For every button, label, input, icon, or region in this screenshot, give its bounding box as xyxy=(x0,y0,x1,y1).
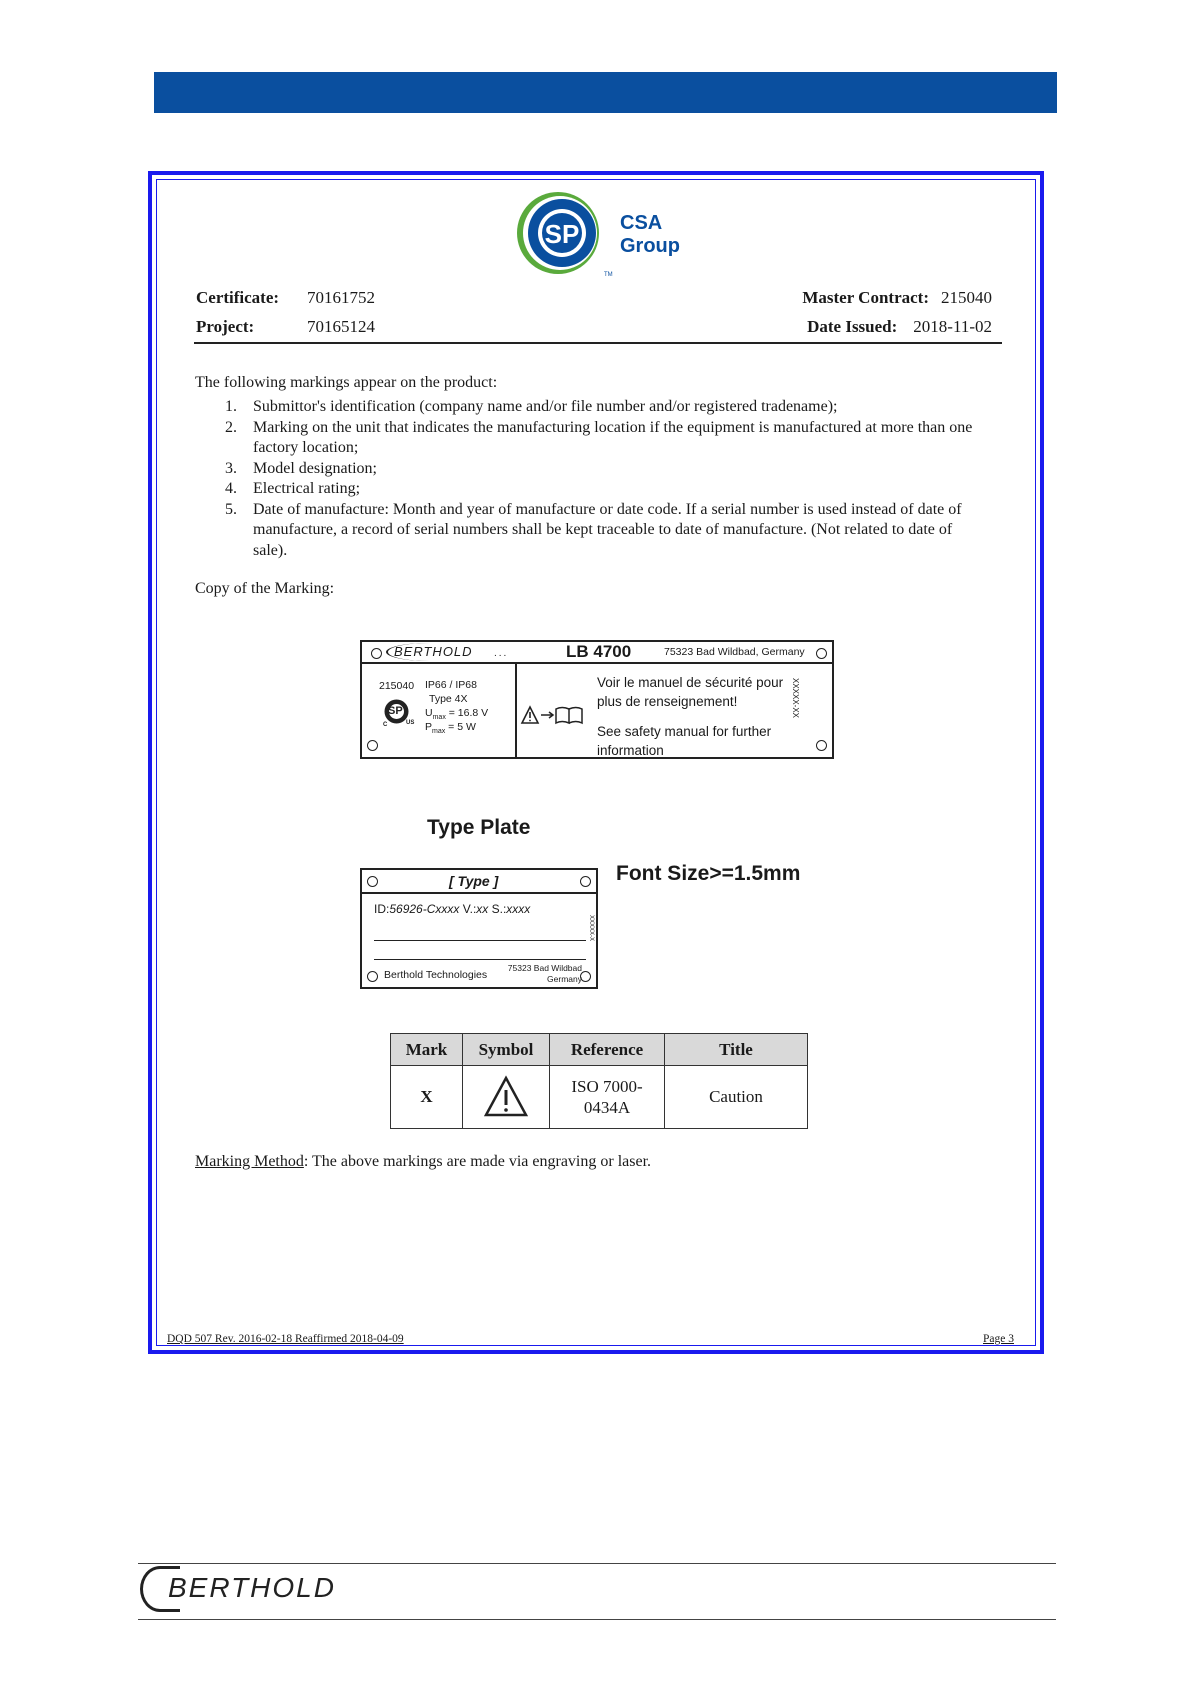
markings-list xyxy=(195,397,990,561)
mount-hole-icon xyxy=(816,740,827,751)
plate-divider xyxy=(362,662,832,664)
manufacturer-address: 75323 Bad Wildbad, Germany xyxy=(664,646,805,658)
project-value: 70165124 xyxy=(307,317,375,336)
pmax-rating: $P_{max} = 5$ W xyxy=(425,721,476,736)
list-item: 3. Model designation; xyxy=(225,459,377,477)
symbol-table xyxy=(390,1033,808,1129)
blank-line xyxy=(374,940,586,941)
column-header-mark: Mark xyxy=(391,1034,463,1066)
contract-number: 215040 xyxy=(379,680,415,692)
ip-rating: IP66 / IP68 xyxy=(425,679,477,691)
symbol-cell xyxy=(463,1066,550,1129)
mount-hole-icon xyxy=(367,971,378,982)
enclosure-type: Type 4X xyxy=(429,693,468,705)
copy-of-marking-label: Copy of the Marking: xyxy=(195,580,335,597)
csa-certification-mark-icon: SP xyxy=(384,699,409,724)
serial-number-vertical: XXXXX-X xyxy=(588,915,594,942)
list-item: 2. Marking on the unit that indicates the manufacturing location if the equipment is manufactured at more than one factory location; xyxy=(225,418,973,456)
list-item: 5. Date of manufacture: Month and year of manufacture or date code. If a serial number is used instead of date of manufacture, a record of serial numbers shall be kept traceable to date of manufacture. (Not related to date of sale). xyxy=(225,500,962,559)
svg-text:SP: SP xyxy=(544,219,580,249)
column-header-title: Title xyxy=(665,1034,808,1066)
master-contract-value: 215040 xyxy=(941,288,992,307)
csa-us-mark: US xyxy=(406,720,415,726)
mark-cell: X xyxy=(391,1066,463,1129)
company-name: Berthold Technologies xyxy=(384,969,488,981)
mount-hole-icon xyxy=(580,876,591,887)
type-plate-title: Type Plate xyxy=(427,816,531,839)
serial-number-vertical: XXXXX-XX xyxy=(791,678,800,719)
marking-method-text: : The above markings are made via engraving or laser. xyxy=(303,1153,652,1170)
certificate-value: 70161752 xyxy=(307,288,375,307)
berthold-brand-mark: BERTHOLD xyxy=(386,643,473,661)
list-item: 1. Submittor's identification (company name and/or file number and/or registered tradename); xyxy=(225,398,838,415)
column-header-symbol: Symbol xyxy=(463,1034,550,1066)
reference-cell: ISO 7000-0434A xyxy=(550,1066,665,1129)
company-address: 75323 Bad Wildbad Germany xyxy=(507,963,582,984)
date-issued-value: 2018-11-02 xyxy=(913,317,992,336)
table-row xyxy=(391,1066,808,1129)
footer-rule-bottom xyxy=(138,1619,1056,1620)
mount-hole-icon xyxy=(367,876,378,887)
berthold-footer-logo: BERTHOLD xyxy=(168,1572,336,1603)
safety-notice-french: Voir le manuel de sécurité pour plus de renseignement! xyxy=(597,675,784,709)
intro-text: The following markings appear on the product: xyxy=(195,374,498,391)
csa-c-mark: C xyxy=(383,722,388,728)
plate-divider xyxy=(362,892,596,894)
logo-text-group: Group xyxy=(620,235,680,257)
footer-rule-top xyxy=(138,1563,1056,1564)
plate-divider xyxy=(515,663,517,757)
document-footer-revision: DQD 507 Rev. 2016-02-18 Reaffirmed 2018-04-09 xyxy=(167,1333,404,1345)
marking-method-label: Marking Method xyxy=(195,1153,304,1170)
header-rule xyxy=(194,342,1002,344)
master-contract-label: Master Contract: xyxy=(802,288,929,307)
label-plate: BERTHOLD ... LB 4700 75323 Bad Wildbad, Germany 215040 IP66 / IP68 Type 4X $U_{max} = 16.8$ V $P_{max} = 5$ W SP C US Voir le manuel de sécurité pour plus de renseignement! See safety manual for further information XXXXX-XX xyxy=(360,640,834,759)
safety-notice-english: See safety manual for further information xyxy=(597,724,772,758)
project-label: Project: xyxy=(196,317,255,336)
page-number: Page 3 xyxy=(983,1333,1014,1345)
logo-text-csa: CSA xyxy=(620,212,663,234)
type-field: [ Type ] xyxy=(449,873,499,889)
top-banner xyxy=(154,72,1057,113)
certificate-label: Certificate: xyxy=(196,288,280,307)
list-item: 4. Electrical rating; xyxy=(225,480,361,497)
mount-hole-icon xyxy=(816,648,827,659)
type-plate xyxy=(360,868,598,989)
blank-line xyxy=(374,959,586,960)
warning-triangle-icon xyxy=(481,1072,531,1122)
title-cell: Caution xyxy=(665,1066,808,1129)
mount-hole-icon xyxy=(367,740,378,751)
master-contract xyxy=(802,288,992,308)
id-line: ID:56926-Cxxxx V.:xx S.:xxxx xyxy=(374,902,531,916)
svg-text:TM: TM xyxy=(604,272,613,278)
csa-group-logo xyxy=(510,185,686,280)
model-number: LB 4700 xyxy=(566,642,632,661)
date-issued xyxy=(807,317,992,337)
marking-method xyxy=(195,1152,651,1172)
date-issued-label: Date Issued: xyxy=(807,317,898,336)
font-size-note: Font Size>=1.5mm xyxy=(616,862,801,885)
read-manual-warning-icon xyxy=(520,704,586,726)
mount-hole-icon xyxy=(371,648,382,659)
umax-rating: $U_{max} = 16.8$ V xyxy=(425,707,489,722)
column-header-reference: Reference xyxy=(550,1034,665,1066)
